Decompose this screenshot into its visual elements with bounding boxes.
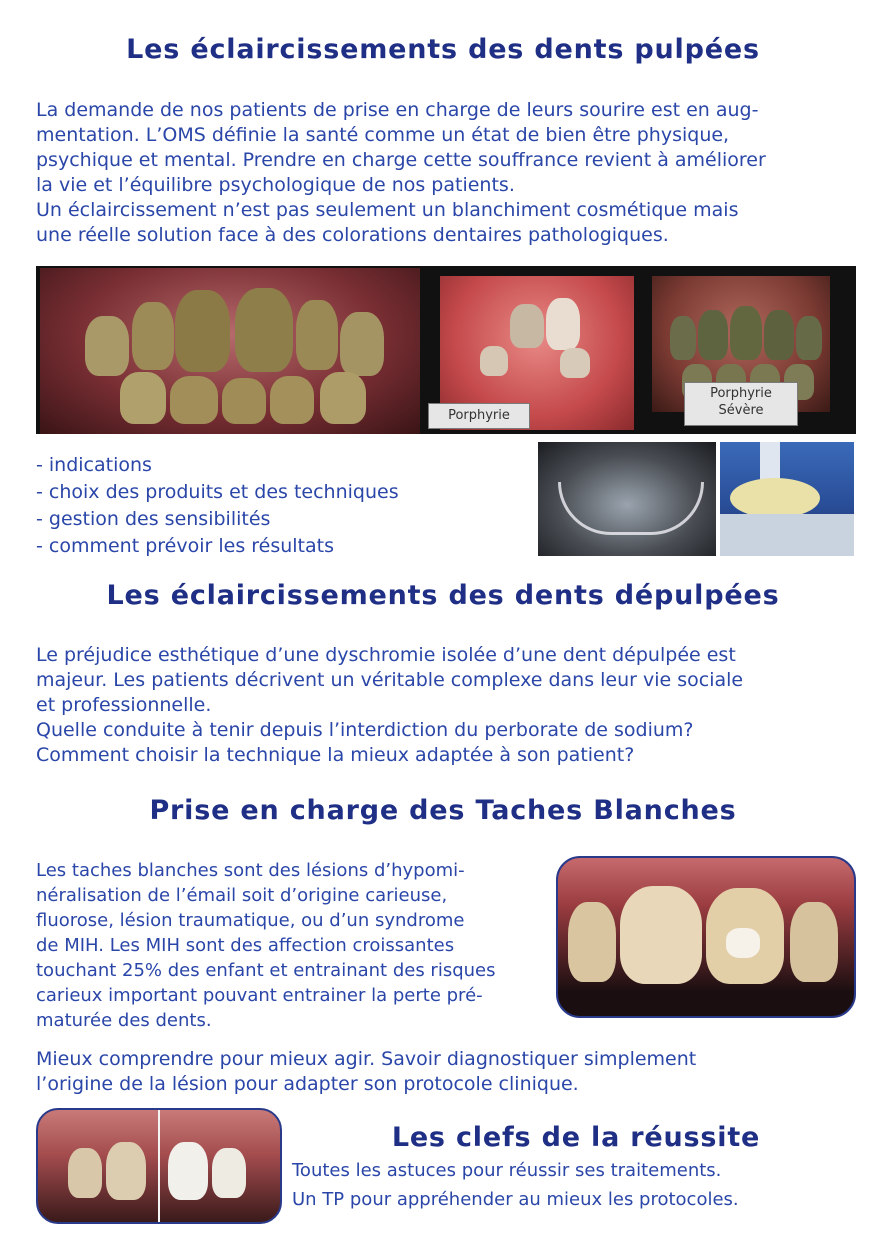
white-spot-teeth-photo [556,856,856,1018]
text-line: de MIH. Les MIH sont des affection croissantes [36,935,455,956]
text-line: Un éclaircissement n’est pas seulement un blanchiment cosmétique mais [36,199,739,221]
text-line: touchant 25% des enfant et entrainant des risques [36,960,496,981]
text-line: Mieux comprendre pour mieux agir. Savoir diagnostiquer simplement [36,1048,697,1070]
text-line: Quelle conduite à tenir depuis l’interdiction du perborate de sodium? [36,719,694,741]
text-line: carieux important pouvant entrainer la perte pré- [36,985,483,1006]
stained-teeth-photo [40,268,420,434]
text-line: Toutes les astuces pour réussir ses traitements. [292,1160,722,1181]
gel-application-photo [720,442,854,556]
text-line: psychique et mental. Prendre en charge cette souffrance revient à améliorer [36,149,766,171]
text-line: Le préjudice esthétique d’une dyschromie isolée d’une dent dépulpée est [36,644,736,666]
text-line: l’origine de la lésion pour adapter son protocole clinique. [36,1073,579,1095]
depulp-paragraph [36,643,856,768]
text-line: et professionnelle. [36,694,212,716]
section-title-depulp: Les éclaircissements des dents dépulpées [106,580,780,611]
topics-list [36,452,399,560]
list-item: - comment prévoir les résultats [36,535,334,557]
caption-text: Porphyrie [448,408,510,423]
pulp-paragraph [36,98,856,248]
text-line: Les taches blanches sont des lésions d’hypomi- [36,860,465,881]
caption-text: Porphyrie [710,386,772,401]
caption-porphyrie [428,403,530,429]
before-after-smile-photo [36,1108,282,1224]
text-line: néralisation de l’émail soit d’origine carieuse, [36,885,448,906]
text-line: fluorose, lésion traumatique, ou d’un syndrome [36,910,465,931]
text-line: une réelle solution face à des colorations dentaires pathologiques. [36,224,669,246]
keys-paragraph [292,1156,852,1214]
text-line: la vie et l’équilibre psychologique de nos patients. [36,174,515,196]
text-line: majeur. Les patients décrivent un véritable complexe dans leur vie sociale [36,669,744,691]
white-spots-paragraph [36,858,544,1033]
text-line: Comment choisir la technique la mieux adaptée à son patient? [36,744,635,766]
list-item: - gestion des sensibilités [36,508,271,530]
text-line: La demande de nos patients de prise en charge de leurs sourire est en aug- [36,99,759,121]
section-title-keys: Les clefs de la réussite [391,1122,761,1153]
text-line: Un TP pour appréhender au mieux les protocoles. [292,1189,739,1210]
text-line: maturée des dents. [36,1010,212,1031]
caption-porphyrie-severe [684,382,798,426]
section-title-white-spots: Prise en charge des Taches Blanches [149,795,737,826]
caption-text: Sévère [718,403,764,418]
bleaching-tray-photo [538,442,716,556]
text-line: mentation. L’OMS définie la santé comme un état de bien être physique, [36,124,730,146]
white-spots-conclusion [36,1047,856,1097]
section-title-pulp: Les éclaircissements des dents pulpées [126,34,760,65]
list-item: - indications [36,454,152,476]
list-item: - choix des produits et des techniques [36,481,399,503]
